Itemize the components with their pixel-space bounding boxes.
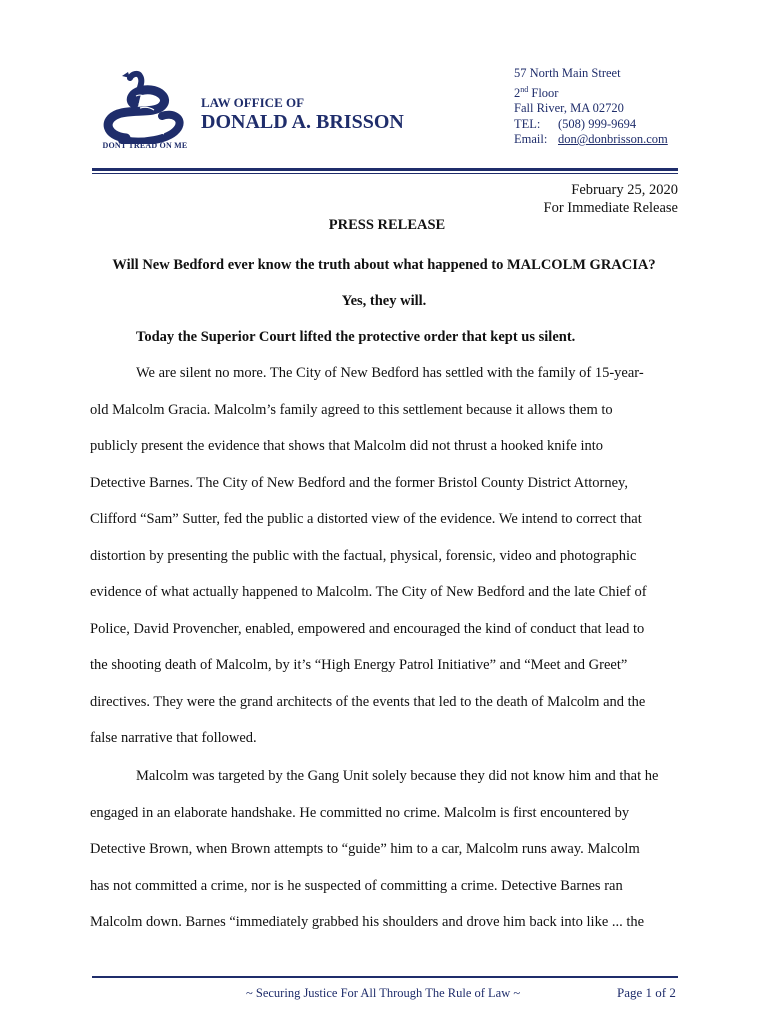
floor-word: Floor [528, 85, 559, 100]
body-paragraph-2 [90, 767, 680, 950]
paragraph-line: distortion by presenting the public with the factual, physical, forensic, video and photographic [90, 547, 637, 564]
firm-name: DONALD A. BRISSON [201, 111, 404, 133]
body-paragraph-1 [90, 364, 680, 766]
paragraph-line: false narrative that followed. [90, 730, 257, 746]
paragraph-line: We are silent no more. The City of New Bedford has settled with the family of 15-year- [136, 365, 644, 381]
paragraph-line: directives. They were the grand architects of the events that led to the death of Malcolm and the [90, 693, 646, 710]
paragraph-line: publicly present the evidence that shows that Malcolm did not thrust a hooked knife into [90, 438, 604, 454]
floor-number: 2 [514, 85, 521, 100]
logo-caption: DONT TREAD ON ME [102, 141, 188, 150]
address-street: 57 North Main Street [514, 66, 621, 80]
paragraph-line: Clifford “Sam” Sutter, fed the public a distorted view of the evidence. We intend to correct that [90, 511, 642, 527]
lead-statement: Today the Superior Court lifted the protective order that kept us silent. [136, 329, 576, 345]
header-rule-thin [92, 173, 678, 174]
address-email [514, 132, 668, 148]
paragraph-line: Malcolm down. Barnes “immediately grabbed his shoulders and drove him back into like ... the [90, 914, 645, 930]
email-label: Email: [514, 132, 548, 147]
header-rule-thick [92, 168, 678, 171]
floor-suffix: nd [520, 84, 529, 94]
question-heading: Will New Bedford ever know the truth about what happened to MALCOLM GRACIA? [112, 257, 656, 273]
tel-label: TEL: [514, 116, 541, 131]
tel-value: (508) 999-9694 [558, 116, 637, 131]
paragraph-line: has not committed a crime, nor is he suspected of committing a crime. Detective Barnes ran [90, 877, 623, 894]
footer-slogan: ~ Securing Justice For All Through The Rule of Law ~ [246, 986, 521, 1000]
paragraph-line: engaged in an elaborate handshake. He committed no crime. Malcolm is first encountered by [90, 804, 630, 821]
release-date: February 25, 2020 [571, 182, 678, 198]
address-floor [514, 82, 668, 102]
paragraph-line: old Malcolm Gracia. Malcolm’s family agreed to this settlement because it allows them to [90, 401, 613, 418]
paragraph-line: the shooting death of Malcolm, by it’s “High Energy Patrol Initiative” and “Meet and Greet” [90, 657, 628, 673]
footer-rule [92, 976, 678, 978]
address-block [514, 66, 668, 148]
email-link[interactable]: don@donbrisson.com [558, 132, 668, 147]
paragraph-line: Detective Brown, when Brown attempts to “guide” him to a car, Malcolm runs away. Malcolm [90, 841, 640, 857]
press-release-heading: PRESS RELEASE [328, 217, 446, 233]
page-number: Page 1 of 2 [617, 985, 676, 1000]
firm-prefix: LAW OFFICE OF [201, 95, 305, 110]
paragraph-line: Detective Barnes. The City of New Bedford and the former Bristol County District Attorney, [90, 474, 628, 491]
paragraph-line: evidence of what actually happened to Malcolm. The City of New Bedford and the late Chief of [90, 584, 647, 600]
paragraph-line: Malcolm was targeted by the Gang Unit solely because they did not know him and that he [136, 768, 659, 784]
paragraph-line: Police, David Provencher, enabled, empowered and encouraged the kind of conduct that lead to [90, 620, 645, 637]
address-tel [514, 117, 668, 133]
dateline [544, 181, 678, 217]
address-city: Fall River, MA 02720 [514, 101, 624, 116]
answer-heading: Yes, they will. [341, 293, 427, 309]
release-status: For Immediate Release [543, 200, 678, 216]
